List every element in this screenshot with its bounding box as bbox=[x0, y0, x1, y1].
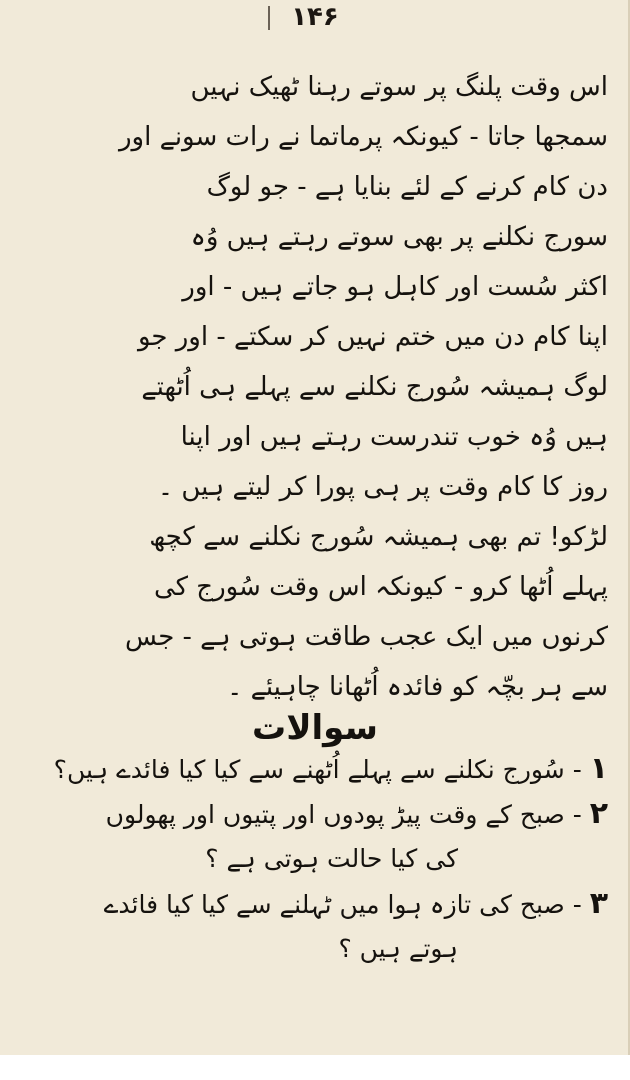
questions-list bbox=[22, 746, 608, 971]
question-item bbox=[22, 791, 608, 836]
body-line: روز کا کام وقت پر ہی پورا کر لیتے ہیں ۔ bbox=[157, 472, 608, 502]
body-line: اس وقت پلنگ پر سوتے رہنا ٹھیک نہیں bbox=[190, 72, 608, 102]
question-text: - سُورج نکلنے سے پہلے اُٹھنے سے کیا کیا فائدے ہیں؟ bbox=[53, 755, 582, 784]
body-line: اپنا کام دن میں ختم نہیں کر سکتے - اور جو bbox=[137, 322, 608, 352]
body-line: ہیں وُہ خوب تندرست رہتے ہیں اور اپنا bbox=[180, 422, 608, 452]
page-number: ۱۴۶ bbox=[291, 2, 339, 32]
question-text-continued: کی کیا حالت ہوتی ہے ؟ bbox=[205, 844, 458, 873]
body-line: سورج نکلنے پر بھی سوتے رہتے ہیں وُہ bbox=[190, 222, 608, 252]
question-number: ۲ bbox=[589, 796, 608, 831]
question-text: - صبح کی تازہ ہوا میں ٹہلنے سے کیا کیا فائدے bbox=[103, 890, 582, 919]
question-item bbox=[22, 746, 608, 791]
body-line: اکثر سُست اور کاہل ہو جاتے ہیں - اور bbox=[182, 272, 608, 302]
question-number: ۱ bbox=[589, 751, 608, 786]
body-line: پہلے اُٹھا کرو - کیونکہ اس وقت سُورج کی bbox=[153, 572, 608, 602]
question-item bbox=[22, 881, 608, 926]
body-line: سے ہر بچّہ کو فائدہ اُٹھانا چاہیئے ۔ bbox=[227, 672, 608, 702]
body-line: دن کام کرنے کے لئے بنایا ہے - جو لوگ bbox=[206, 172, 608, 202]
questions-heading: سوالات bbox=[252, 708, 378, 748]
body-line: کرنوں میں ایک عجب طاقت ہوتی ہے - جس bbox=[125, 622, 608, 652]
lesson-body bbox=[22, 62, 608, 712]
question-text: - صبح کے وقت پیڑ پودوں اور پتیوں اور پھولوں bbox=[105, 800, 582, 829]
body-line: لڑکو! تم بھی ہمیشہ سُورج نکلنے سے کچھ bbox=[149, 522, 608, 552]
body-line: سمجھا جاتا - کیونکہ پرماتما نے رات سونے اور bbox=[118, 122, 608, 152]
question-number: ۳ bbox=[589, 886, 608, 921]
question-text-continued: ہوتے ہیں ؟ bbox=[338, 934, 458, 963]
body-line: لوگ ہمیشہ سُورج نکلنے سے پہلے ہی اُٹھتے bbox=[141, 372, 608, 402]
